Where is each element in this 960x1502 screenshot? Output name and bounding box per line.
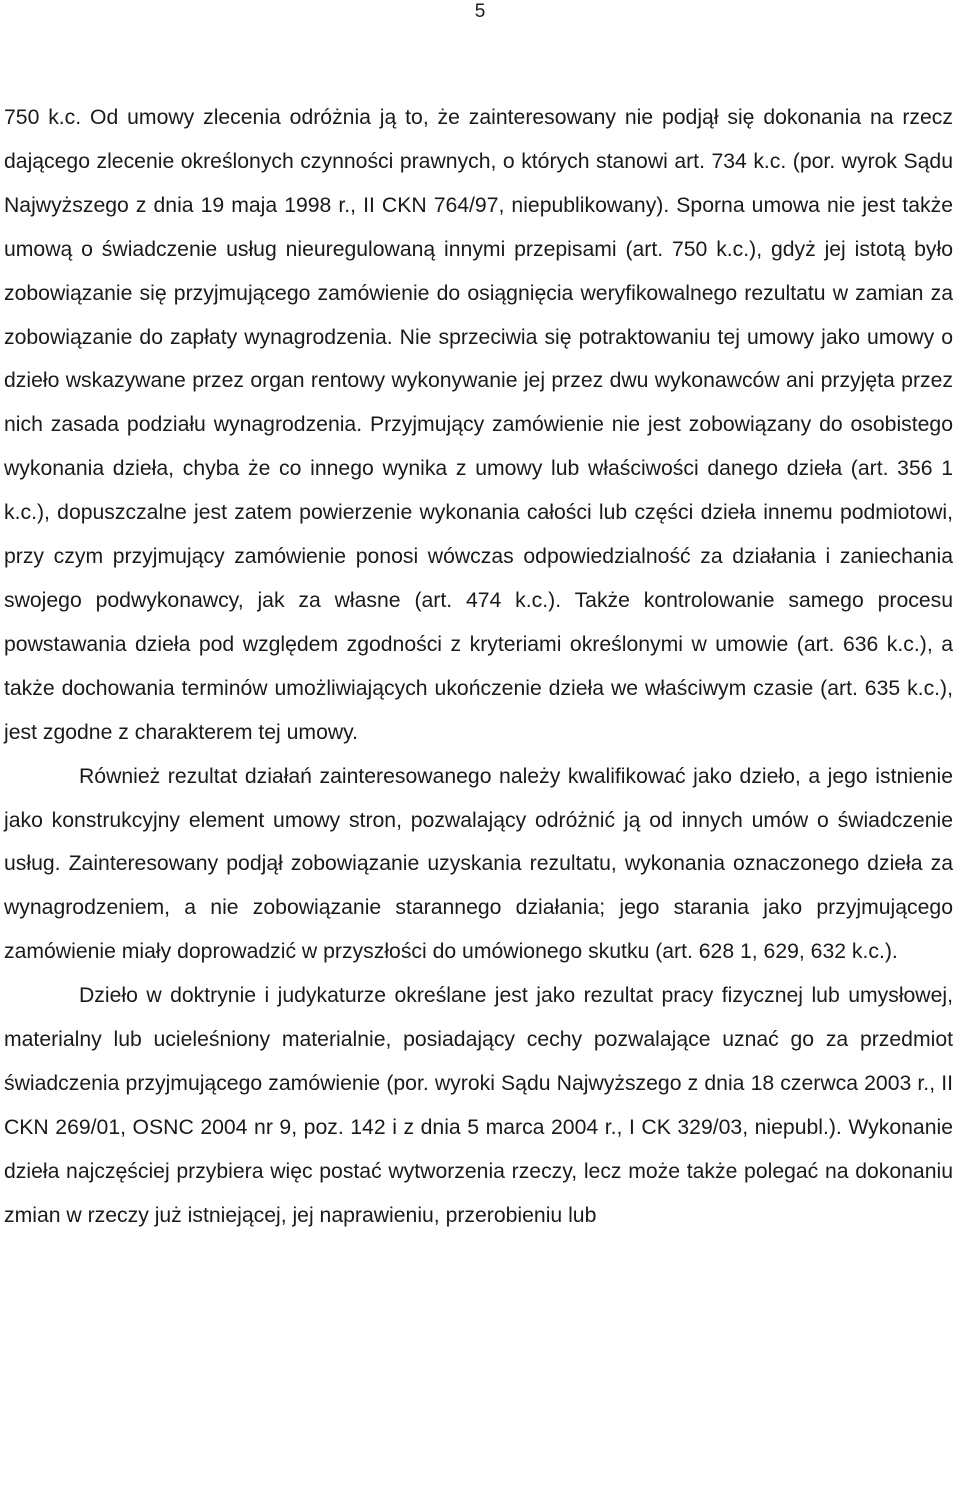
paragraph-3: Dzieło w doktrynie i judykaturze określane jest jako rezultat pracy fizycznej lub umysłowej, materialny lub ucieleśniony materialnie, posiadający cechy pozwalające uznać go za przedmiot świadczenia przyjmującego zamówienie (por. wyroki Sądu Najwyższego z dnia 18 czerwca 2003 r., II CKN 269/01, OSNC 2004 nr 9, poz. 142 i z dnia 5 marca 2004 r., I CK 329/03, niepubl.). Wykonanie dzieła najczęściej przybiera więc postać wytworzenia rzeczy, lecz może także polegać na dokonaniu zmian w rzeczy już istniejącej, jej naprawieniu, przerobieniu lub <box>4 984 953 1227</box>
page-number: 5 <box>474 1 486 22</box>
paragraph-2: Również rezultat działań zainteresowanego należy kwalifikować jako dzieło, a jego istnienie jako konstrukcyjny element umowy stron, pozwalający odróżnić ją od innych umów o świadczenie usług. Zainteresowany podjął zobowiązanie uzyskania rezultatu, wykonania oznaczonego dzieła za wynagrodzeniem, a nie zobowiązanie starannego działania; jego starania jako przyjmującego zamówienie miały doprowadzić w przyszłości do umówionego skutku (art. 628 1, 629, 632 k.c.). <box>4 764 953 964</box>
document-body <box>4 96 953 1238</box>
paragraph-1: 750 k.c. Od umowy zlecenia odróżnia ją to, że zainteresowany nie podjął się dokonania na rzecz dającego zlecenie określonych czynności prawnych, o których stanowi art. 734 k.c. (por. wyrok Sądu Najwyższego z dnia 19 maja 1998 r., II CKN 764/97, niepublikowany). Sporna umowa nie jest także umową o świadczenie usług nieuregulowaną innymi przepisami (art. 750 k.c.), gdyż jej istotą było zobowiązanie się przyjmującego zamówienie do osiągnięcia weryfikowalnego rezultatu w zamian za zobowiązanie do zapłaty wynagrodzenia. Nie sprzeciwia się potraktowaniu tej umowy jako umowy o dzieło wskazywane przez organ rentowy wykonywanie jej przez dwu wykonawców ani przyjęta przez nich zasada podziału wynagrodzenia. Przyjmujący zamówienie nie jest zobowiązany do osobistego wykonania dzieła, chyba że co innego wynika z umowy lub właściwości danego dzieła (art. 356 1 k.c.), dopuszczalne jest zatem powierzenie wykonania całości lub części dzieła innemu podmiotowi, przy czym przyjmujący zamówienie ponosi wówczas odpowiedzialność za działania i zaniechania swojego podwykonawcy, jak za własne (art. 474 k.c.). Także kontrolowanie samego procesu powstawania dzieła pod względem zgodności z kryteriami określonymi w umowie (art. 636 k.c.), a także dochowania terminów umożliwiających ukończenie dzieła we właściwym czasie (art. 635 k.c.), jest zgodne z charakterem tej umowy. <box>4 106 953 744</box>
